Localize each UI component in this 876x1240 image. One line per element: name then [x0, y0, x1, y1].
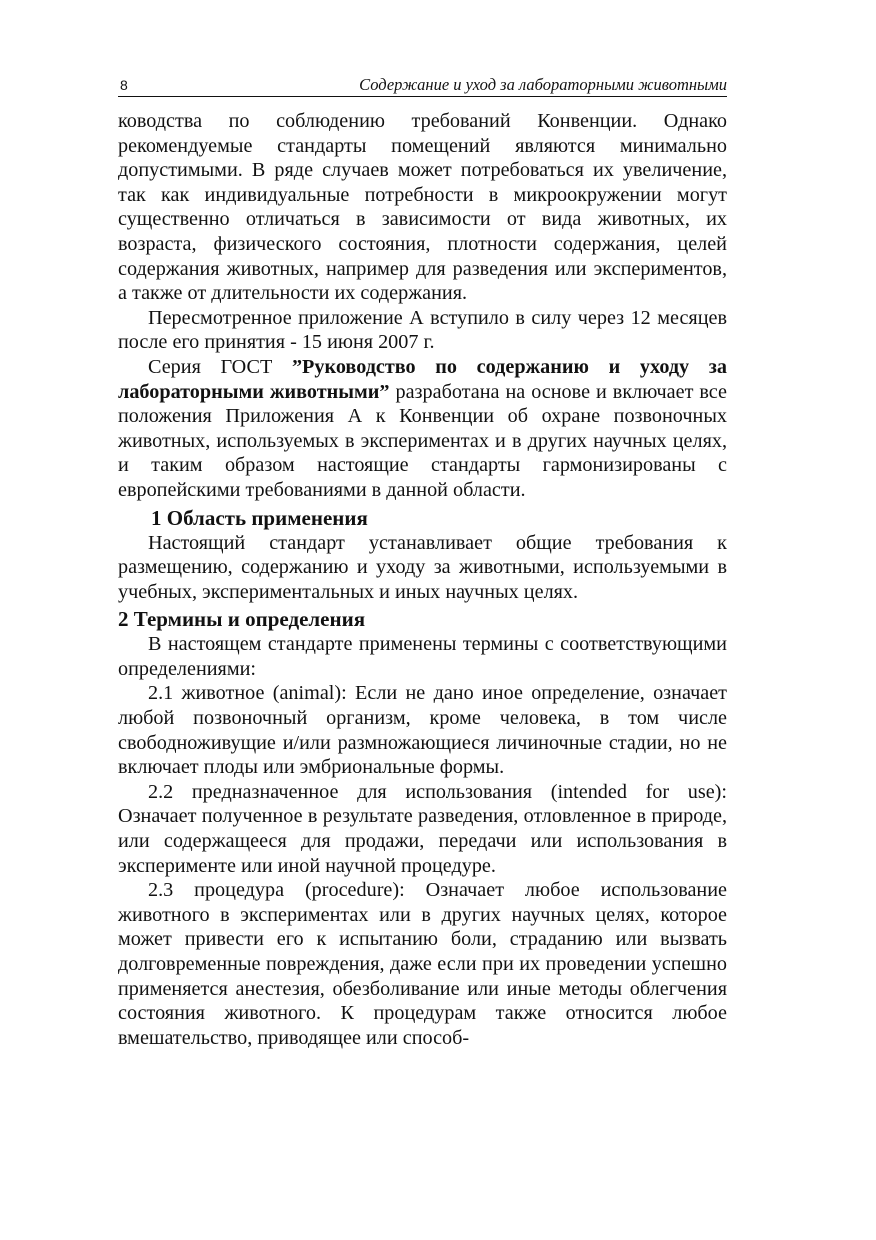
- gost-series-title: ”Руководство по содержанию и уходу за лабораторными животными”: [118, 355, 727, 403]
- definition-animal: 2.1 животное (animal): Если не дано иное определение, означает любой позвоночный организм, кроме человека, в том числе свободноживущие и/или размножающиеся личиночные стадии, но не включает плоды или эмбриональные формы.: [118, 682, 727, 779]
- gost-series-intro: Серия ГОСТ: [148, 355, 292, 378]
- gost-series-rest: разработана на основе и включает все положения Приложения А к Конвенции об охране позвоночных животных, используемых в экспериментах и в других научных целях, и таким образом настоящие стандарты гармонизированы с европейскими требованиями в данной области.: [118, 380, 727, 501]
- running-head: [118, 74, 727, 97]
- document-page: [118, 74, 727, 1050]
- paragraph-continuation: ководства по соблюдению требований Конвенции. Однако рекомендуемые стандарты помещений являются минимально допустимыми. В ряде случаев может потребоваться их увеличение, так как индивидуальные потребности в микроокружении могут существенно отличаться в зависимости от вида животных, их возраста, физического состояния, плотности содержания, целей содержания животных, например для разведения или экспериментов, а также от длительности их содержания.: [118, 110, 727, 305]
- running-title: Содержание и уход за лабораторными животными: [359, 75, 727, 94]
- paragraph-scope: Настоящий стандарт устанавливает общие требования к размещению, содержанию и уходу за животными, используемыми в учебных, экспериментальных и иных научных целях.: [118, 531, 727, 603]
- section-1-heading: 1 Область применения: [151, 505, 368, 530]
- definition-intended-for-use: 2.2 предназначенное для использования (intended for use): Означает полученное в результате разведения, отловленное в природе, или содержащееся для продажи, передачи или использования в эксперименте или иной научной процедуре.: [118, 780, 727, 877]
- page-number: 8: [120, 77, 128, 93]
- paragraph-revised-annex: Пересмотренное приложение А вступило в силу через 12 месяцев после его принятия - 15 июня 2007 г.: [118, 306, 727, 354]
- paragraph-gost-series: [118, 355, 727, 503]
- body-text: [118, 109, 727, 1050]
- definition-procedure: 2.3 процедура (procedure): Означает любое использование животного в экспериментах или в других научных целях, которое может привести его к испытанию боли, страданию или вызвать долговременные повреждения, даже если при их проведении успешно применяется анестезия, обезболивание или иные методы облегчения состояния животного. К процедурам также относится любое вмешательство, приводящее или способ-: [118, 879, 727, 1049]
- section-2-heading: 2 Термины и определения: [118, 607, 366, 632]
- paragraph-terms-intro: В настоящем стандарте применены термины с соответствующими определениями:: [118, 633, 727, 680]
